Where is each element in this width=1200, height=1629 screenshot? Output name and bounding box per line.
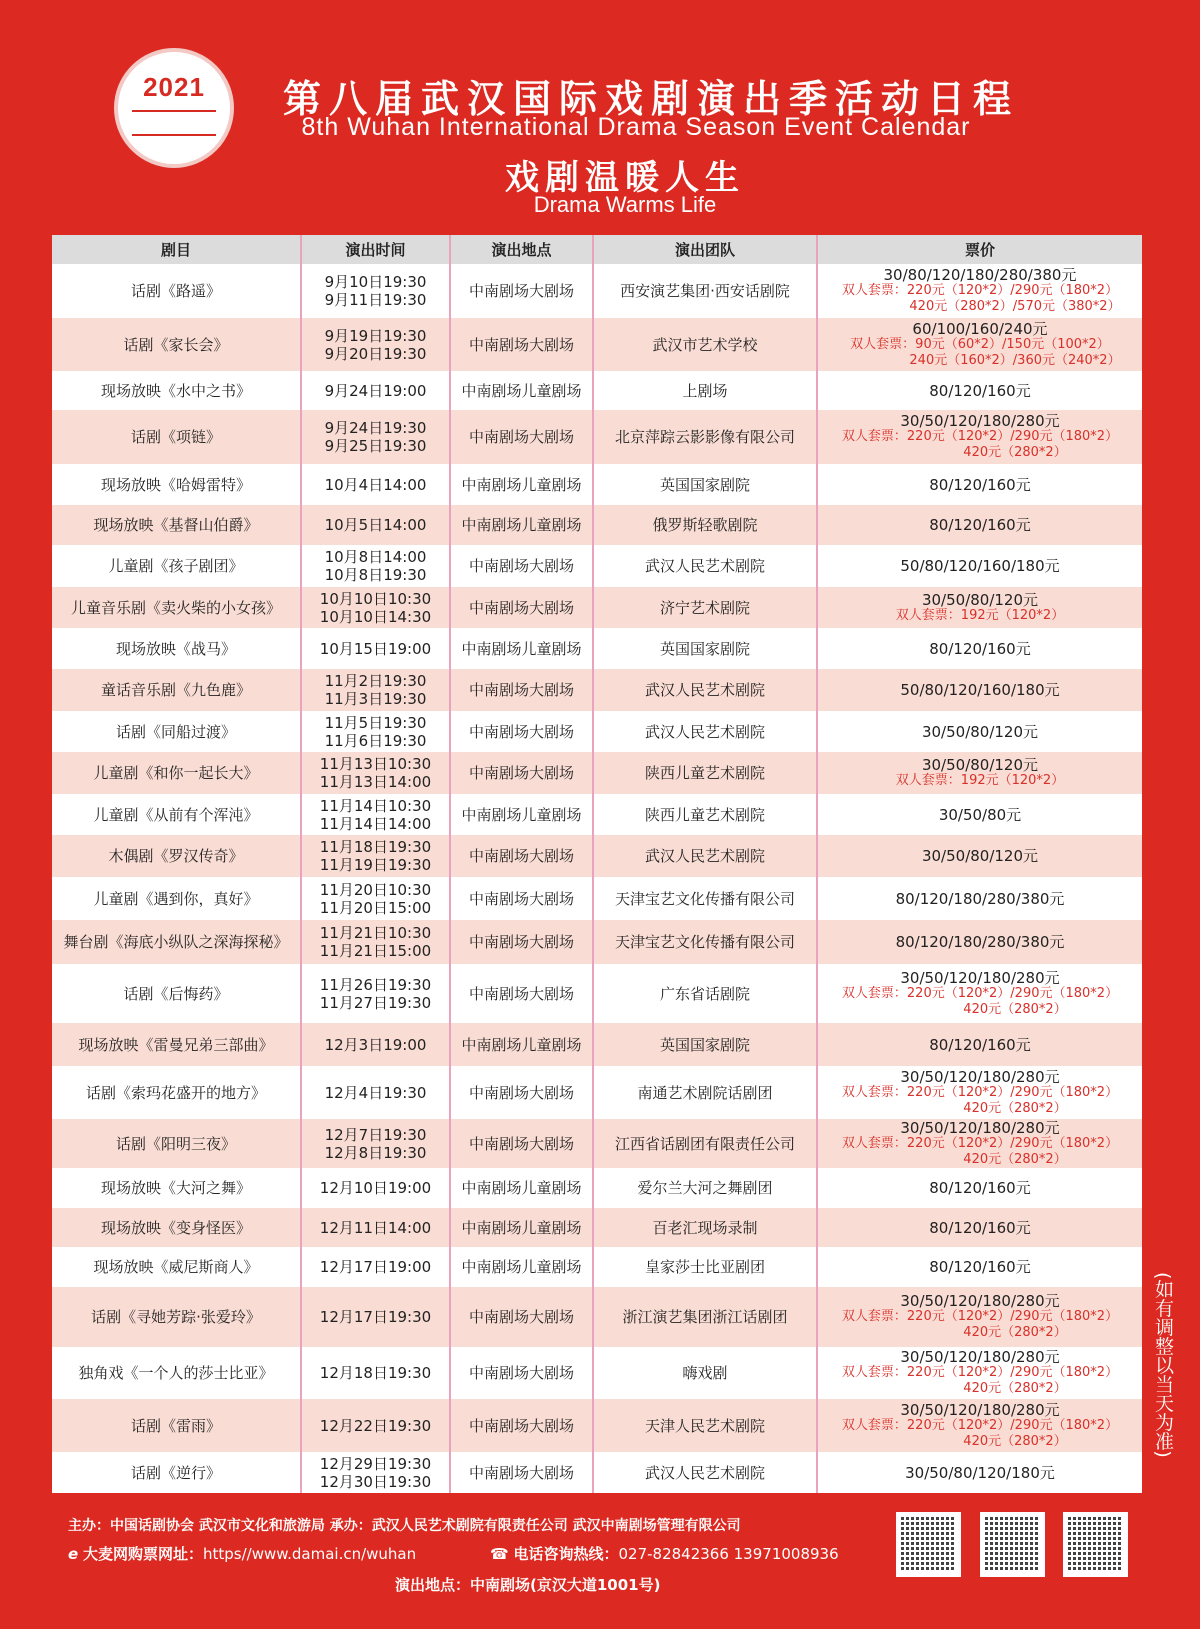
venue: 中南剧场儿童剧场 [451,505,594,545]
time-cell [302,318,451,371]
time-cell [302,1023,451,1066]
show-time: 12月30日19:30 [319,1472,432,1491]
table-row [52,794,1142,835]
show-time: 12月17日19:30 [319,1308,432,1326]
time-cell [302,669,451,711]
price-cell [818,877,1142,920]
pair-ticket-price: 420元（280*2） [963,1001,1067,1017]
adjustment-note: (如有调整以当天为准) [1152,1272,1174,1458]
show-time: 11月6日19:30 [324,731,427,750]
time-cell [302,711,451,752]
venue: 中南剧场大剧场 [451,410,594,464]
table-row [52,835,1142,877]
venue: 中南剧场大剧场 [451,920,594,964]
show-time: 10月10日10:30 [319,589,432,608]
troupe: 英国国家剧院 [594,464,818,505]
troupe: 英国国家剧院 [594,628,818,669]
ticket-label: 大麦网购票网址： [82,1545,203,1563]
show-title: 儿童音乐剧《卖火柴的小女孩》 [52,587,302,628]
show-time: 12月4日19:30 [324,1083,427,1102]
price-cell [818,545,1142,587]
pair-ticket-price: 双人套票：192元（120*2） [895,607,1065,623]
venue: 中南剧场大剧场 [451,1452,594,1493]
phone-number: 027-82842366 13971008936 [618,1545,839,1563]
ticket-price: 80/120/160元 [929,381,1031,400]
ticket-price: 30/80/120/180/280/380元 [883,266,1077,284]
time-cell [302,1119,451,1168]
ticket-url[interactable]: https//www.damai.cn/wuhan [202,1545,417,1563]
qr-code [980,1512,1045,1577]
troupe: 天津宝艺文化传播有限公司 [594,877,818,920]
time-cell [302,545,451,587]
show-title: 独角戏《一个人的莎士比亚》 [52,1347,302,1399]
show-title: 现场放映《水中之书》 [52,371,302,410]
venue: 中南剧场儿童剧场 [451,1208,594,1247]
troupe: 西安演艺集团·西安话剧院 [594,264,818,318]
troupe: 浙江演艺集团浙江话剧团 [594,1287,818,1347]
ticket-price: 80/120/180/280/380元 [895,933,1065,951]
table-row [52,711,1142,752]
price-cell [818,1023,1142,1066]
price-cell [818,964,1142,1023]
show-title: 话剧《后悔药》 [52,964,302,1023]
show-title: 话剧《同船过渡》 [52,711,302,752]
show-time: 10月8日19:30 [324,566,427,584]
show-title: 儿童剧《从前有个浑沌》 [52,794,302,835]
page-title: 第八届武汉国际戏剧演出季活动日程 [282,76,1019,121]
price-cell [818,464,1142,505]
ticket-info [68,1543,416,1564]
show-time: 12月10日19:00 [319,1179,432,1197]
show-time: 10月10日14:30 [319,607,432,626]
show-time: 11月13日14:00 [319,773,432,791]
pair-ticket-price: 420元（280*2） [963,1325,1067,1340]
price-cell [818,1399,1142,1452]
time-cell [302,1066,451,1119]
table-row [52,264,1142,318]
logo-line [132,134,216,136]
venue: 中南剧场大剧场 [451,669,594,711]
show-time: 12月22日19:30 [319,1416,432,1435]
price-cell [818,371,1142,410]
ticket-price: 30/50/120/180/280元 [900,1067,1060,1086]
venue: 中南剧场大剧场 [451,877,594,920]
venue: 中南剧场大剧场 [451,752,594,794]
ticket-price: 80/120/160元 [929,639,1031,658]
show-title: 童话音乐剧《九色鹿》 [52,669,302,711]
festival-logo [114,48,234,168]
show-time: 9月11日19:30 [324,291,427,309]
price-cell [818,628,1142,669]
ticket-price: 80/120/160元 [929,1035,1031,1054]
venue: 中南剧场儿童剧场 [451,1247,594,1287]
show-time: 11月14日10:30 [319,796,432,815]
time-cell [302,1168,451,1208]
price-cell [818,505,1142,545]
time-cell [302,964,451,1023]
browser-icon: e [68,1545,79,1563]
time-cell [302,835,451,877]
show-title: 现场放映《雷曼兄弟三部曲》 [52,1023,302,1066]
table-row [52,587,1142,628]
venue-address: 演出地点：中南剧场(京汉大道1001号) [395,1576,661,1594]
ticket-price: 30/50/80/120元 [921,847,1039,865]
show-time: 11月5日19:30 [324,713,427,732]
pair-ticket-price: 双人套票：220元（120*2）/290元（180*2） [841,1417,1119,1433]
time-cell [302,628,451,669]
troupe: 天津宝艺文化传播有限公司 [594,920,818,964]
table-row [52,410,1142,464]
show-time: 10月8日14:00 [324,548,427,566]
show-time: 11月20日10:30 [319,880,432,899]
table-row [52,1347,1142,1399]
show-title: 儿童剧《孩子剧团》 [52,545,302,587]
show-time: 11月21日15:00 [319,942,432,960]
show-title: 现场放映《基督山伯爵》 [52,505,302,545]
ticket-price: 80/120/160元 [929,1179,1031,1197]
show-time: 12月17日19:00 [319,1258,432,1276]
show-time: 12月3日19:00 [324,1035,427,1054]
show-title: 木偶剧《罗汉传奇》 [52,835,302,877]
troupe: 武汉人民艺术剧院 [594,545,818,587]
table-row [52,371,1142,410]
troupe: 武汉人民艺术剧院 [594,669,818,711]
venue: 中南剧场大剧场 [451,1287,594,1347]
logo-line [132,110,216,112]
price-cell [818,1208,1142,1247]
table-header [52,235,1142,264]
venue: 中南剧场儿童剧场 [451,371,594,410]
table-row [52,920,1142,964]
ticket-price: 50/80/120/160/180元 [900,557,1060,575]
show-time: 11月19日19:30 [319,856,432,874]
ticket-price: 50/80/120/160/180元 [900,681,1060,699]
time-cell [302,920,451,964]
show-title: 话剧《项链》 [52,410,302,464]
show-title: 话剧《阳明三夜》 [52,1119,302,1168]
pair-ticket-price: 420元（280*2） [963,1433,1067,1449]
troupe: 天津人民艺术剧院 [594,1399,818,1452]
show-time: 9月10日19:30 [324,273,427,291]
time-cell [302,587,451,628]
pair-ticket-price: 双人套票：192元（120*2） [895,773,1065,788]
ticket-price: 80/120/180/280/380元 [895,889,1065,908]
venue: 中南剧场大剧场 [451,835,594,877]
troupe: 皇家莎士比亚剧团 [594,1247,818,1287]
pair-ticket-price: 420元（280*2） [963,1151,1067,1167]
show-time: 12月29日19:30 [319,1454,432,1473]
troupe: 江西省话剧团有限责任公司 [594,1119,818,1168]
show-time: 11月3日19:30 [324,690,427,708]
venue: 中南剧场大剧场 [451,1119,594,1168]
show-title: 现场放映《大河之舞》 [52,1168,302,1208]
time-cell [302,464,451,505]
logo-year: 2021 [143,72,205,102]
column-header: 演出时间 [302,235,451,264]
price-cell [818,835,1142,877]
price-cell [818,711,1142,752]
ticket-price: 30/50/80元 [938,805,1022,824]
time-cell [302,752,451,794]
price-cell [818,794,1142,835]
ticket-price: 80/120/160元 [929,1258,1031,1276]
subtitle-en: Drama Warms Life [533,192,717,217]
troupe: 南通艺术剧院话剧团 [594,1066,818,1119]
show-time: 10月4日14:00 [324,475,427,494]
show-title: 儿童剧《和你一起长大》 [52,752,302,794]
show-title: 话剧《逆行》 [52,1452,302,1493]
time-cell [302,1287,451,1347]
table-row [52,1066,1142,1119]
price-cell [818,1066,1142,1119]
time-cell [302,1347,451,1399]
organizers: 主办：中国话剧协会 武汉市文化和旅游局 承办：武汉人民艺术剧院有限责任公司 武汉中南剧场管理有限公司 [68,1518,741,1534]
price-cell [818,752,1142,794]
table-row [52,1452,1142,1493]
pair-ticket-price: 420元（280*2） [963,1381,1067,1396]
troupe: 爱尔兰大河之舞剧团 [594,1168,818,1208]
ticket-price: 30/50/120/180/280元 [900,968,1060,987]
ticket-price: 30/50/80/120/180元 [905,1463,1055,1482]
pair-ticket-price: 240元（160*2）/360元（240*2） [909,352,1121,368]
phone-label: 电话咨询热线： [513,1545,619,1563]
show-title: 儿童剧《遇到你，真好》 [52,877,302,920]
venue: 中南剧场儿童剧场 [451,1168,594,1208]
troupe: 济宁艺术剧院 [594,587,818,628]
show-time: 9月24日19:30 [324,419,427,437]
table-row [52,464,1142,505]
troupe: 武汉人民艺术剧院 [594,711,818,752]
ticket-price: 30/50/80/120元 [921,590,1039,609]
troupe: 上剧场 [594,371,818,410]
ticket-price: 60/100/160/240元 [912,319,1048,338]
venue: 中南剧场大剧场 [451,545,594,587]
table-row [52,545,1142,587]
venue: 中南剧场大剧场 [451,964,594,1023]
venue: 中南剧场儿童剧场 [451,464,594,505]
table-row [52,1023,1142,1066]
show-title: 现场放映《变身怪医》 [52,1208,302,1247]
show-title: 现场放映《威尼斯商人》 [52,1247,302,1287]
show-time: 11月20日15:00 [319,898,432,917]
time-cell [302,794,451,835]
price-cell [818,1168,1142,1208]
troupe: 俄罗斯轻歌剧院 [594,505,818,545]
show-time: 10月15日19:00 [319,639,432,658]
table-row [52,964,1142,1023]
ticket-price: 30/50/120/180/280元 [900,412,1060,430]
show-title: 话剧《路遥》 [52,264,302,318]
show-time: 11月13日10:30 [319,755,432,773]
pair-ticket-price: 双人套票：220元（120*2）/290元（180*2） [841,985,1119,1001]
price-cell [818,318,1142,371]
venue: 中南剧场大剧场 [451,1399,594,1452]
troupe: 陕西儿童艺术剧院 [594,794,818,835]
qr-code [1063,1512,1128,1577]
pair-ticket-price: 双人套票：220元（120*2）/290元（180*2） [841,1365,1119,1380]
venue: 中南剧场大剧场 [451,1066,594,1119]
phone-info [490,1543,839,1564]
table-row [52,752,1142,794]
pair-ticket-price: 双人套票：220元（120*2）/290元（180*2） [841,1084,1119,1100]
pair-ticket-price: 420元（280*2）/570元（380*2） [909,299,1121,314]
price-cell [818,1247,1142,1287]
show-time: 11月27日19:30 [319,993,432,1012]
table-row [52,1208,1142,1247]
table-row [52,1287,1142,1347]
price-cell [818,587,1142,628]
venue: 中南剧场儿童剧场 [451,628,594,669]
time-cell [302,371,451,410]
price-cell [818,264,1142,318]
schedule-table [52,235,1142,1493]
show-time: 10月5日14:00 [324,516,427,534]
pair-ticket-price: 双人套票：220元（120*2）/290元（180*2） [841,429,1119,444]
time-cell [302,1208,451,1247]
table-row [52,669,1142,711]
show-title: 现场放映《战马》 [52,628,302,669]
column-header: 剧目 [52,235,302,264]
table-row [52,318,1142,371]
pair-ticket-price: 双人套票：220元（120*2）/290元（180*2） [841,1309,1119,1324]
time-cell [302,1247,451,1287]
venue: 中南剧场儿童剧场 [451,1023,594,1066]
show-time: 11月14日14:00 [319,814,432,833]
show-time: 12月18日19:30 [319,1364,432,1382]
table-row [52,1168,1142,1208]
price-cell [818,410,1142,464]
ticket-price: 30/50/120/180/280元 [900,1400,1060,1419]
price-cell [818,1347,1142,1399]
show-title: 话剧《寻她芳踪·张爱玲》 [52,1287,302,1347]
ticket-price: 30/50/80/120元 [921,756,1039,774]
troupe: 武汉人民艺术剧院 [594,1452,818,1493]
ticket-price: 30/50/120/180/280元 [900,1292,1060,1310]
price-cell [818,1452,1142,1493]
pair-ticket-price: 420元（280*2） [963,445,1067,460]
subtitle: 戏剧温暖人生 [505,158,745,198]
venue: 中南剧场大剧场 [451,318,594,371]
pair-ticket-price: 双人套票：90元（60*2）/150元（100*2） [850,336,1110,352]
table-row [52,1119,1142,1168]
ticket-price: 30/50/80/120元 [921,722,1039,741]
troupe: 陕西儿童艺术剧院 [594,752,818,794]
time-cell [302,505,451,545]
venue: 中南剧场大剧场 [451,264,594,318]
table-row [52,877,1142,920]
show-time: 12月11日14:00 [319,1218,432,1237]
troupe: 北京萍踪云影影像有限公司 [594,410,818,464]
show-title: 话剧《家长会》 [52,318,302,371]
troupe: 广东省话剧院 [594,964,818,1023]
troupe: 嗨戏剧 [594,1347,818,1399]
ticket-price: 80/120/160元 [929,516,1031,534]
show-time: 11月21日10:30 [319,924,432,942]
show-time: 11月26日19:30 [319,975,432,994]
price-cell [818,1119,1142,1168]
venue: 中南剧场儿童剧场 [451,794,594,835]
ticket-price: 80/120/160元 [929,475,1031,494]
ticket-price: 30/50/120/180/280元 [900,1118,1060,1137]
troupe: 百老汇现场录制 [594,1208,818,1247]
table-row [52,505,1142,545]
time-cell [302,264,451,318]
show-title: 舞台剧《海底小纵队之深海探秘》 [52,920,302,964]
show-time: 11月18日19:30 [319,838,432,856]
column-header: 票价 [964,240,995,259]
show-time: 9月25日19:30 [324,437,427,455]
price-cell [818,1287,1142,1347]
column-header: 演出团队 [594,235,818,264]
venue: 中南剧场大剧场 [451,587,594,628]
troupe: 英国国家剧院 [594,1023,818,1066]
ticket-price: 30/50/120/180/280元 [900,1348,1060,1366]
ticket-price: 80/120/160元 [929,1218,1031,1237]
show-time: 11月2日19:30 [324,672,427,690]
show-title: 话剧《索玛花盛开的地方》 [52,1066,302,1119]
table-row [52,1247,1142,1287]
show-time: 12月8日19:30 [324,1143,427,1162]
time-cell [302,877,451,920]
pair-ticket-price: 双人套票：220元（120*2）/290元（180*2） [841,283,1119,298]
pair-ticket-price: 420元（280*2） [963,1100,1067,1116]
page-title-en: 8th Wuhan International Drama Season Event Calendar [301,113,971,141]
table-row [52,1399,1142,1452]
pair-ticket-price: 双人套票：220元（120*2）/290元（180*2） [841,1135,1119,1151]
show-time: 9月24日19:00 [324,381,427,400]
column-header: 演出地点 [451,235,594,264]
troupe: 武汉市艺术学校 [594,318,818,371]
venue: 中南剧场大剧场 [451,1347,594,1399]
show-title: 话剧《雷雨》 [52,1399,302,1452]
phone-icon: ☎ [490,1545,509,1563]
qr-code [896,1512,961,1577]
venue: 中南剧场大剧场 [451,711,594,752]
show-time: 9月19日19:30 [324,326,427,345]
show-time: 12月7日19:30 [324,1125,427,1144]
time-cell [302,1399,451,1452]
price-cell [818,920,1142,964]
price-cell [818,669,1142,711]
table-row [52,628,1142,669]
show-time: 9月20日19:30 [324,344,427,363]
troupe: 武汉人民艺术剧院 [594,835,818,877]
time-cell [302,410,451,464]
show-title: 现场放映《哈姆雷特》 [52,464,302,505]
time-cell [302,1452,451,1493]
